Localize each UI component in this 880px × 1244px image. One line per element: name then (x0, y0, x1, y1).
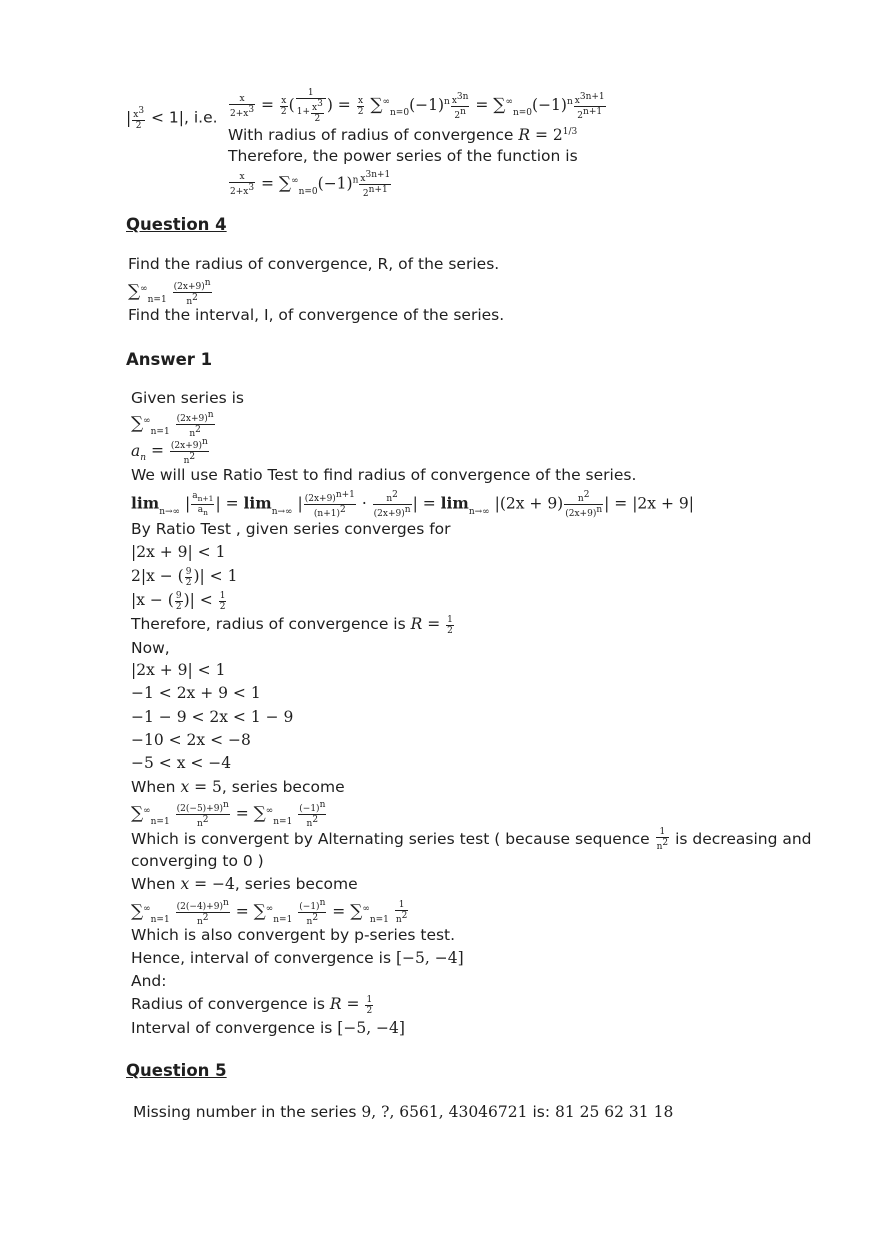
a1-radius: Therefore, radius of convergence is R = $\frac{1}{2}$ (131, 614, 453, 636)
a1-ineq-1: |2x + 9| < 1 (131, 543, 226, 561)
a1-series-at-5: $\sum^\infty_{n=1}$ $\frac{(2(-5)+9)^n}{n^2}$ = $\sum^\infty_{n=1}$ $\frac{(-1)^n}{n^2}$ (131, 800, 326, 829)
a1-ineq-2: 2|x − ( $\frac{9}{2}$ )| < 1 (131, 566, 238, 588)
a1-alt-test: Which is convergent by Alternating series test ( because sequence $\frac{1}{n^2}$ is decreasing and (131, 827, 812, 852)
a1-hence: Hence, interval of convergence is [−5, −4] (131, 949, 464, 967)
q4-prompt-interval: Find the interval, I, of convergence of the series. (128, 306, 505, 324)
prev-radius: With radius of radius of convergence $R = 2^{1/3}$ (228, 126, 578, 145)
a1-and: And: (131, 972, 167, 990)
a1-an: $a_n$ = $\frac{(2x+9)^n}{n^2}$ (131, 437, 208, 466)
answer-1-heading: Answer 1 (126, 350, 213, 369)
a1-step-3: −1 − 9 < 2x < 1 − 9 (131, 708, 294, 726)
a1-when-4: When x = −4, series become (131, 875, 358, 893)
q4-prompt-radius: Find the radius of convergence, R, of the series. (128, 255, 500, 273)
prev-equation-line: $\frac{x}{2+x^3}$ = $\frac{x}{2}$ ( 1 1+ $\frac{x^3}{2}$ ) = $\frac{x}{2}$ $\sum^\infty_{n=0}(-1)^n$ $\frac{x^{3n}}{2^n}$ = $\sum^\infty_{n=0}(-1)^n$ $\frac{x^{3n+1}}{2^{n+1}}$ (230, 88, 605, 124)
a1-step-5: −5 < x < −4 (131, 754, 232, 772)
a1-pseries: Which is also convergent by p-series test. (131, 926, 456, 944)
prev-result: $\frac{x}{2+x^3}$ = $\sum^\infty_{n=0}(-1)^n$ $\frac{x^{3n+1}}{2^{n+1}}$ (230, 170, 391, 199)
a1-ineq-3: |x − ( $\frac{9}{2}$ )| < $\frac{1}{2}$ (131, 590, 226, 612)
a1-series: $\sum^\infty_{n=1}$ $\frac{(2x+9)^n}{n^2}$ (131, 410, 214, 439)
a1-now: Now, (131, 639, 170, 657)
a1-radius-final: Radius of convergence is R = $\frac{1}{2}$ (131, 994, 373, 1016)
a1-by-ratio: By Ratio Test , given series converges for (131, 520, 451, 538)
a1-interval-final: Interval of convergence is [−5, −4] (131, 1019, 405, 1037)
a1-step-4: −10 < 2x < −8 (131, 731, 251, 749)
a1-series-at-4: $\sum^\infty_{n=1}$ $\frac{(2(-4)+9)^n}{n^2}$ = $\sum^\infty_{n=1}$ $\frac{(-1)^n}{n^2}$ = $\sum^\infty_{n=1}$ $\frac{1}{n^2}$ (131, 898, 408, 927)
q5-prompt: Missing number in the series 9, ?, 6561, 43046721 is: 81 25 62 31 18 (133, 1103, 674, 1121)
prev-condition: | $\frac{x^3}{2}$ < 1|, i.e. (126, 106, 218, 131)
a1-step-1: |2x + 9| < 1 (131, 661, 226, 679)
a1-step-2: −1 < 2x + 9 < 1 (131, 684, 261, 702)
q4-series: $\sum^\infty_{n=1}$ $\frac{(2x+9)^n}{n^2}$ (128, 278, 211, 307)
a1-given: Given series is (131, 389, 244, 407)
prev-therefore: Therefore, the power series of the function is (228, 147, 578, 165)
a1-when-5: When x = 5, series become (131, 778, 345, 796)
a1-ratio-intro: We will use Ratio Test to find radius of convergence of the series. (131, 466, 637, 484)
question-4-heading: Question 4 (126, 215, 227, 234)
a1-alt-test-cont: converging to 0 ) (131, 852, 264, 870)
question-5-heading: Question 5 (126, 1061, 227, 1080)
a1-ratio-computation: $\lim_{n\to\infty}$ | $\frac{a_{n+1}}{a_n}$ | = $\lim_{n\to\infty}$ | $\frac{(2x+9)^{n+1}}{(n+1)^2}$ · $\frac{n^2}{(2x+9)^n}$ | = $\lim_{n\to\infty} |(2x + 9)$ $\frac{n^2}{(2x+9)^n}$ | = |2x + 9| (131, 490, 694, 519)
